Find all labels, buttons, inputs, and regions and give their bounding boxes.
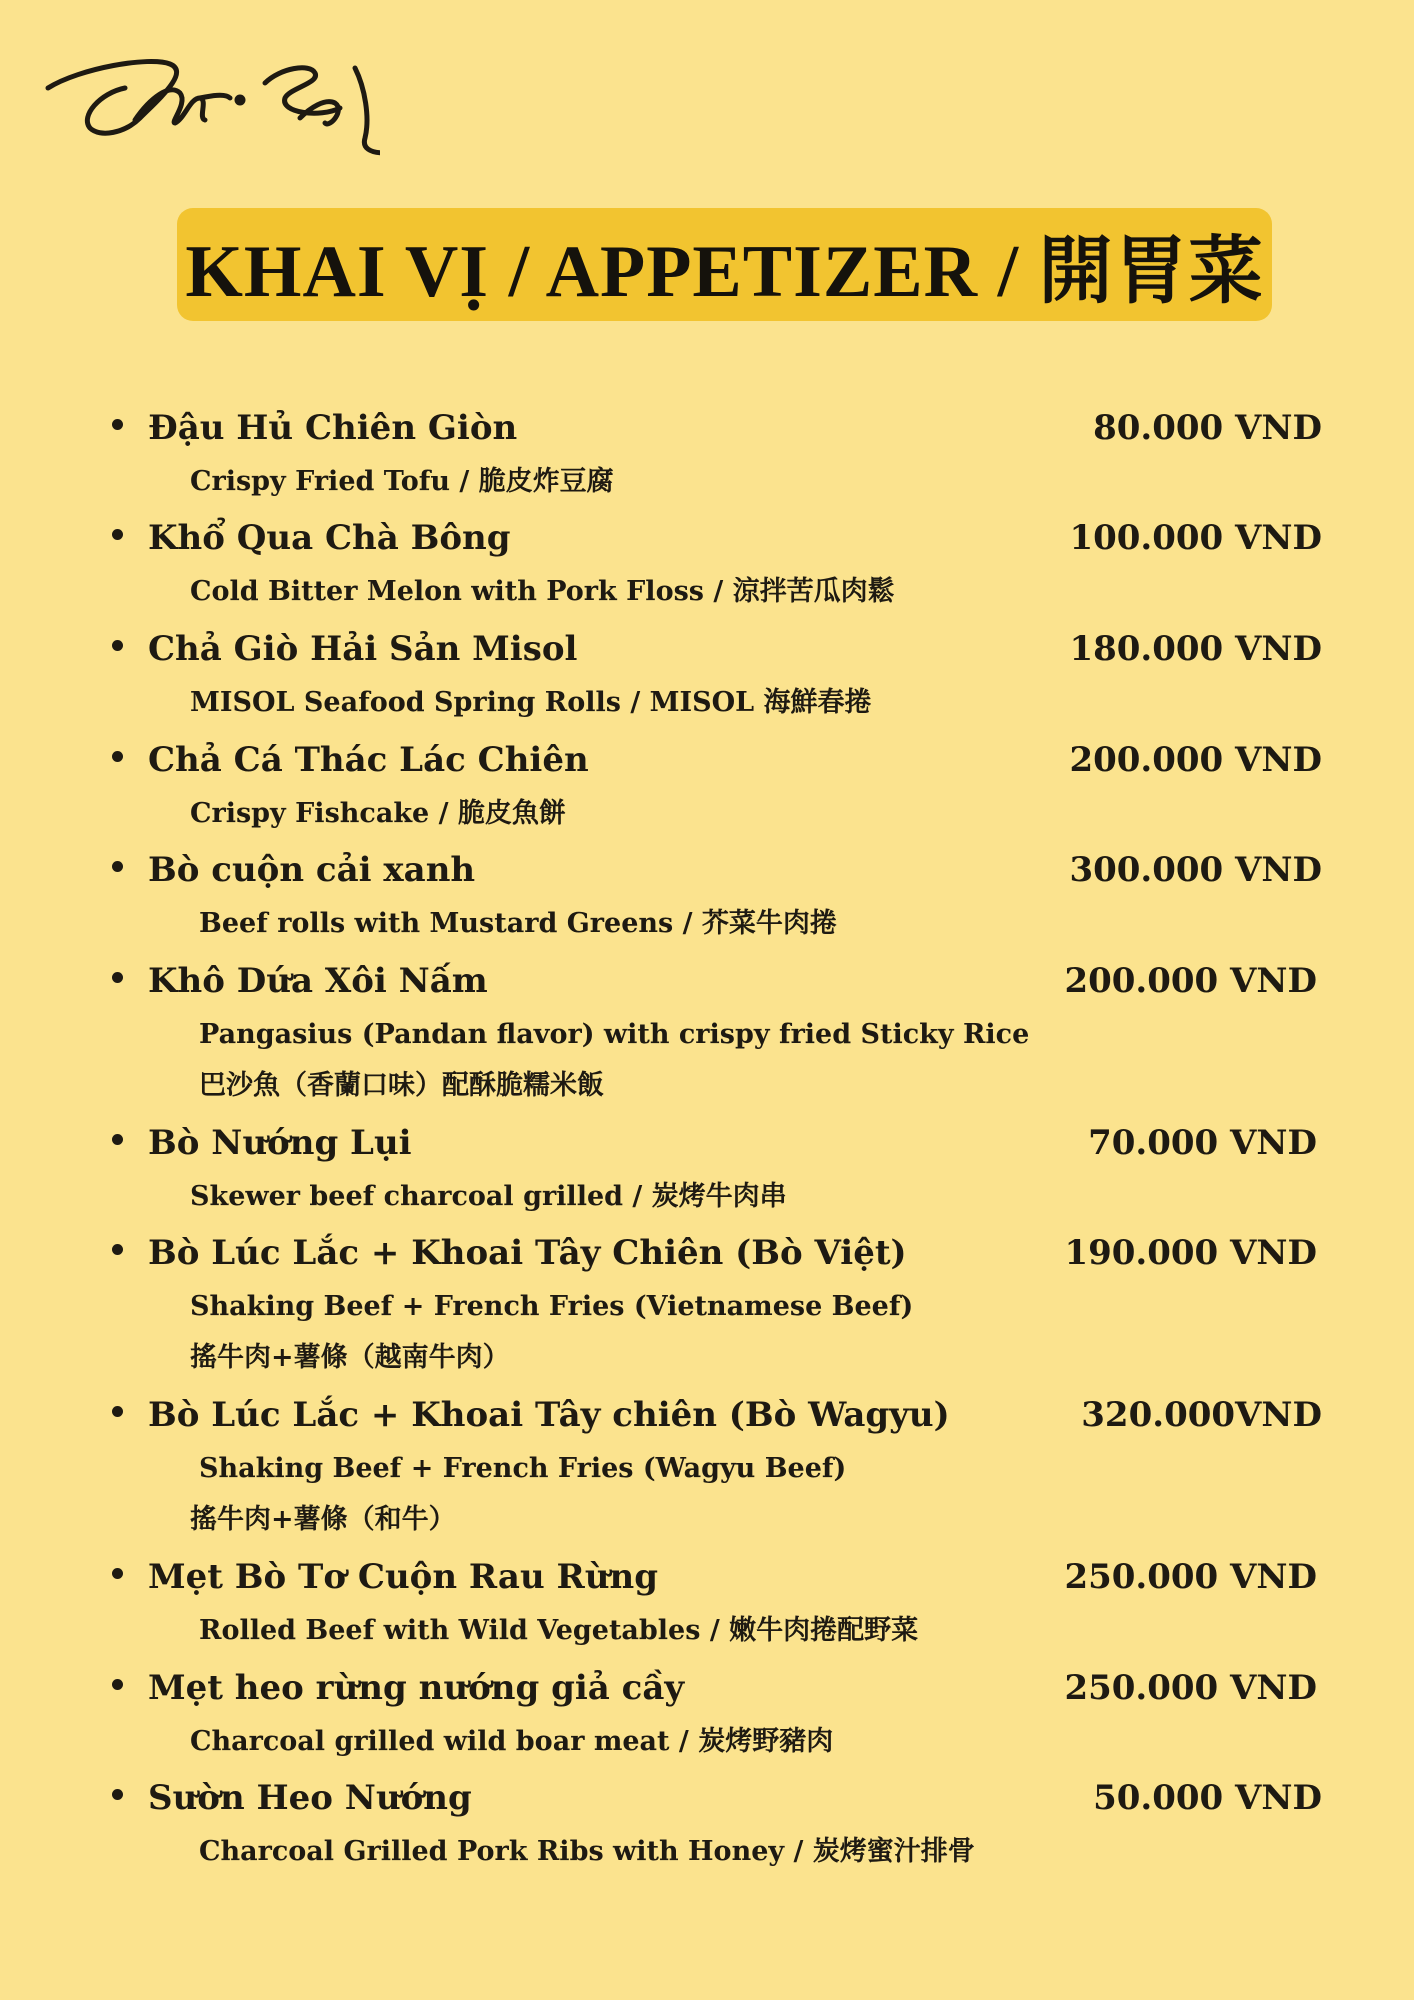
item-price: 320.000VND [1081, 1395, 1322, 1435]
item-name: Bò Lúc Lắc + Khoai Tây Chiên (Bò Việt) [148, 1233, 907, 1273]
item-price: 100.000 VND [1069, 518, 1322, 558]
item-name: Mẹt heo rừng nướng giả cầy [148, 1668, 685, 1708]
bullet-icon [112, 419, 123, 430]
bullet-icon [112, 1406, 123, 1417]
bullet-icon [112, 1679, 123, 1690]
item-description: Charcoal Grilled Pork Ribs with Honey / 炭烤蜜汁排骨 [199, 1836, 975, 1867]
item-description: Pangasius (Pandan flavor) with crispy fried Sticky Rice [199, 1019, 1030, 1050]
bullet-icon [112, 1244, 123, 1255]
bullet-icon [112, 972, 123, 983]
item-description: Cold Bitter Melon with Pork Floss / 涼拌苦瓜肉鬆 [190, 576, 895, 607]
item-description: Shaking Beef + French Fries (Wagyu Beef) [199, 1453, 847, 1484]
item-price: 70.000 VND [1088, 1123, 1317, 1163]
item-description-chinese: 搖牛肉+薯條（和牛） [190, 1504, 456, 1535]
bullet-icon [112, 529, 123, 540]
item-description: Charcoal grilled wild boar meat / 炭烤野豬肉 [190, 1726, 834, 1757]
section-heading-text: KHAI VỊ / APPETIZER / 開胃菜 [185, 230, 1264, 313]
item-name: Bò Lúc Lắc + Khoai Tây chiên (Bò Wagyu) [148, 1395, 950, 1435]
item-name: Khô Dứa Xôi Nấm [148, 961, 488, 1001]
item-name: Khổ Qua Chà Bông [148, 518, 511, 558]
item-description: MISOL Seafood Spring Rolls / MISOL 海鮮春捲 [190, 687, 872, 718]
item-description: Crispy Fried Tofu / 脆皮炸豆腐 [190, 466, 614, 497]
bullet-icon [112, 1789, 123, 1800]
item-price: 250.000 VND [1064, 1668, 1317, 1708]
bullet-icon [112, 751, 123, 762]
item-name: Bò Nướng Lụi [148, 1123, 412, 1163]
item-price: 200.000 VND [1069, 740, 1322, 780]
item-price: 180.000 VND [1069, 629, 1322, 669]
item-price: 200.000 VND [1064, 961, 1317, 1001]
item-description: Shaking Beef + French Fries (Vietnamese Beef) [190, 1291, 914, 1322]
item-price: 300.000 VND [1069, 850, 1322, 890]
item-description: Rolled Beef with Wild Vegetables / 嫩牛肉捲配野菜 [199, 1615, 919, 1646]
item-description-chinese: 搖牛肉+薯條（越南牛肉） [190, 1342, 510, 1373]
item-name: Chả Giò Hải Sản Misol [148, 629, 578, 669]
item-name: Sườn Heo Nướng [148, 1778, 472, 1818]
item-price: 50.000 VND [1093, 1778, 1322, 1818]
bullet-icon [112, 1568, 123, 1579]
item-description: Crispy Fishcake / 脆皮魚餅 [190, 798, 566, 829]
item-price: 190.000 VND [1064, 1233, 1317, 1273]
item-price: 250.000 VND [1064, 1557, 1317, 1597]
item-price: 80.000 VND [1093, 408, 1322, 448]
item-description: Skewer beef charcoal grilled / 炭烤牛肉串 [190, 1181, 787, 1212]
item-name: Bò cuộn cải xanh [148, 850, 476, 890]
bullet-icon [112, 861, 123, 872]
item-name: Chả Cá Thác Lác Chiên [148, 740, 589, 780]
item-name: Mẹt Bò Tơ Cuộn Rau Rừng [148, 1557, 658, 1597]
bullet-icon [112, 1134, 123, 1145]
item-description: Beef rolls with Mustard Greens / 芥菜牛肉捲 [199, 908, 837, 939]
item-description-chinese: 巴沙魚（香蘭口味）配酥脆糯米飯 [199, 1070, 604, 1101]
bullet-icon [112, 640, 123, 651]
item-name: Đậu Hủ Chiên Giòn [148, 408, 518, 448]
